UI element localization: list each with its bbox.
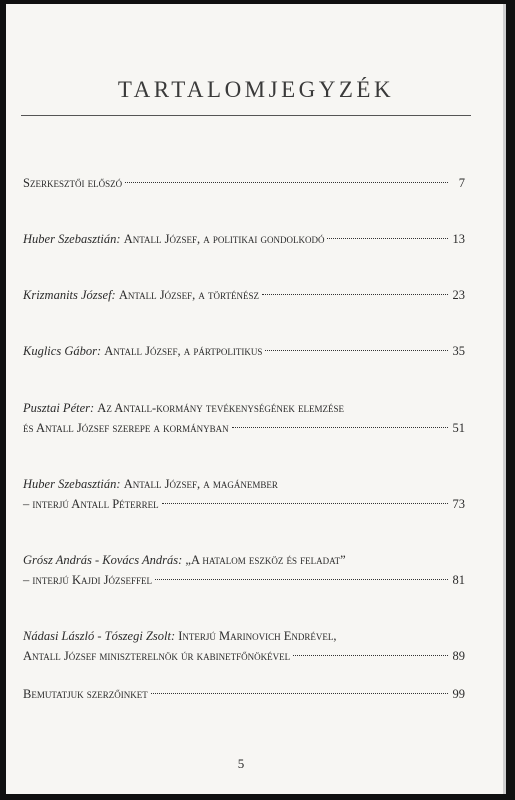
entry-title-line-1: Az Antall-kormány tevékenységének elemzése <box>97 401 344 415</box>
toc-entry-government-analysis[interactable] <box>23 398 465 438</box>
entry-page-number: 35 <box>452 344 465 358</box>
toc-entry-chief-of-staff-interview[interactable] <box>23 626 465 666</box>
toc-entry-editorial-foreword[interactable] <box>23 173 465 193</box>
toc-entry-historian[interactable] <box>23 285 465 305</box>
toc-entry-authors[interactable] <box>23 684 465 704</box>
entry-author: Huber Szebasztián: <box>23 232 121 246</box>
dot-leader <box>293 655 448 656</box>
entry-author: Nádasi László - Tószegi Zsolt: <box>23 629 176 643</box>
dot-leader <box>125 182 448 183</box>
entry-page-number: 81 <box>452 573 465 587</box>
entry-page-number: 23 <box>452 288 465 302</box>
entry-page-number: 51 <box>452 421 465 435</box>
entry-title: Antall József, a pártpolitikus <box>104 344 263 358</box>
entry-author: Kuglics Gábor: <box>23 344 102 358</box>
toc-entry-power-interview[interactable] <box>23 550 465 590</box>
entry-title-line-2: és Antall József szerepe a kormányban <box>23 421 229 435</box>
entry-title-line-2: – interjú Antall Péterrel <box>23 497 159 511</box>
entry-author: Huber Szebasztián: <box>23 477 121 491</box>
entry-title: Bemutatjuk szerzőinket <box>23 687 148 701</box>
dot-leader <box>155 579 448 580</box>
entry-page-number: 7 <box>458 176 465 190</box>
dot-leader <box>151 693 448 694</box>
dot-leader <box>327 238 448 239</box>
entry-page-number: 73 <box>452 497 465 511</box>
entry-title-line-2: – interjú Kajdi Józseffel <box>23 573 153 587</box>
dot-leader <box>262 294 448 295</box>
dot-leader <box>162 503 448 504</box>
entry-title-line-1: Antall József, a magánember <box>123 477 278 491</box>
entry-title-line-1: Interjú Marinovich Endrével, <box>178 629 337 643</box>
toc-entry-private-man[interactable] <box>23 474 465 514</box>
entry-page-number: 13 <box>452 232 465 246</box>
toc-entry-political-thinker[interactable] <box>23 229 465 249</box>
page-number: 5 <box>237 756 245 771</box>
entry-author: Pusztai Péter: <box>23 401 95 415</box>
entry-author: Krizmanits József: <box>23 288 116 302</box>
entry-title-line-2: Antall József miniszterelnök úr kabinetfőnökével <box>23 649 291 663</box>
toc-entry-party-politician[interactable] <box>23 341 465 361</box>
title-rule <box>21 115 471 116</box>
book-page <box>6 4 506 794</box>
entry-title: Antall József, a történész <box>118 288 259 302</box>
entry-title-line-1: „A hatalom eszköz és feladat” <box>185 553 346 567</box>
entry-title: Szerkesztői előszó <box>23 176 123 190</box>
entry-page-number: 99 <box>452 687 465 701</box>
entry-title: Antall József, a politikai gondolkodó <box>123 232 325 246</box>
entry-page-number: 89 <box>452 649 465 663</box>
dot-leader <box>265 350 448 351</box>
entry-author: Grósz András - Kovács András: <box>23 553 183 567</box>
dot-leader <box>232 427 448 428</box>
page-title: TARTALOMJEGYZÉK <box>117 77 395 102</box>
